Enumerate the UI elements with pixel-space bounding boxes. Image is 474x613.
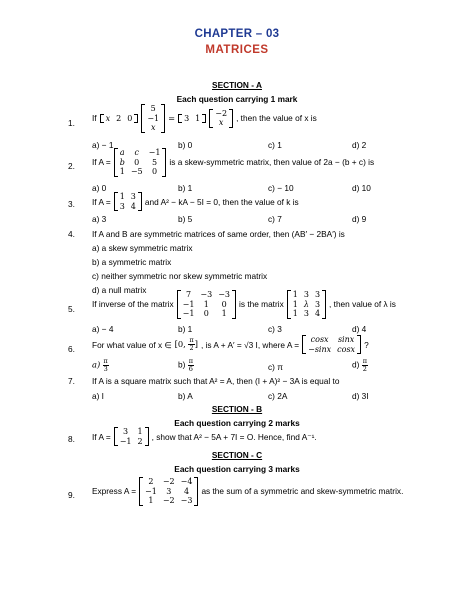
q7-option-a: a) I <box>92 391 104 401</box>
q2-option-b: b) 1 <box>178 183 193 193</box>
q3-text <box>92 192 299 211</box>
q7-option-c: c) 2A <box>268 391 288 401</box>
section-b-note: Each question carrying 2 marks <box>174 418 300 428</box>
q4-option-c: c) neither symmetric nor skew symmetric matrix <box>92 271 268 281</box>
q6-number: 6. <box>68 344 75 354</box>
q1-number: 1. <box>68 118 75 128</box>
q4-stem: If A and B are symmetric matrices of same order, then (AB′ − 2BA′) is <box>92 229 345 239</box>
q1-matrix-col: 5 −1 x <box>141 104 165 133</box>
q1-option-d: d) 2 <box>352 140 367 150</box>
q5-text <box>92 290 396 319</box>
section-b-title: SECTION - B <box>211 404 263 414</box>
q1-matrix-col2: −2 x <box>209 109 233 128</box>
q8-matrix: 3 1 −1 2 <box>114 427 149 446</box>
q5-option-a: a) − 4 <box>92 324 114 334</box>
q5-matrix-a: 7 −3 −3 −1 1 0 −1 0 1 <box>177 290 236 319</box>
q7-option-b: b) A <box>178 391 193 401</box>
q3-option-d: d) 9 <box>352 214 367 224</box>
section-a-title: SECTION - A <box>212 80 262 90</box>
q1-text: If x 2 0 5 −1 x = 3 1 −2 x , then the value of x is <box>92 104 317 132</box>
q7-stem: If A is a square matrix such that A² = A, then (I + A)² − 3A is equal to <box>92 376 340 386</box>
q7-option-d: d) 3I <box>352 391 369 401</box>
q2-option-c: c) − 10 <box>268 183 294 193</box>
q5-stem: , then value of λ is <box>329 299 396 310</box>
q5-option-d: d) 4 <box>352 324 367 334</box>
q6-option-d: d) $\frac{\pi}{2}$ <box>352 357 367 373</box>
section-c-note: Each question carrying 3 marks <box>174 464 300 474</box>
q5-number: 5. <box>68 304 75 314</box>
q6-lead: For what value of x ∈ <box>92 339 172 350</box>
q1-matrix-row: x 2 0 <box>100 114 139 124</box>
chapter-heading: CHAPTER – 03 <box>194 28 280 40</box>
q3-option-c: c) 7 <box>268 214 282 224</box>
q9-text <box>92 477 403 506</box>
q6-end: ? <box>364 339 369 350</box>
q1-stem: , then the value of x is <box>236 113 317 124</box>
q3-matrix: 1 3 3 4 <box>114 192 142 211</box>
q2-lead: If A = <box>92 157 111 168</box>
q6-option-b: b) $\frac{\pi}{6}$ <box>178 357 193 373</box>
q5-mid: is the matrix <box>239 299 284 310</box>
section-c-title: SECTION - C <box>211 450 263 460</box>
q2-stem: is a skew-symmetric matrix, then value of 2a − (b + c) is <box>169 157 375 168</box>
q3-option-a: a) 3 <box>92 214 107 224</box>
q3-stem: and A² − kA − 5I = 0, then the value of k is <box>144 196 299 207</box>
q6-option-c: c) π <box>268 362 283 372</box>
q8-stem: , show that A² − 5A + 7I = O. Hence, find A⁻¹. <box>151 431 317 442</box>
q1-option-b: b) 0 <box>178 140 193 150</box>
page-title: MATRICES <box>205 44 269 56</box>
q6-text: For what value of x ∈ [0, $\frac{\pi}{2}$ ] , is A + A′ = √3 I, where A = cosx sinx −sinx cosx ? <box>92 335 369 354</box>
q2-number: 2. <box>68 161 75 171</box>
q3-option-b: b) 5 <box>178 214 193 224</box>
q4-number: 4. <box>68 229 75 239</box>
q3-number: 3. <box>68 199 75 209</box>
q3-lead: If A = <box>92 196 111 207</box>
q5-lead: If inverse of the matrix <box>92 299 174 310</box>
q5-option-c: c) 3 <box>268 324 282 334</box>
q4-option-b: b) a symmetric matrix <box>92 257 172 267</box>
q2-option-d: d) 10 <box>352 183 371 193</box>
q7-number: 7. <box>68 376 75 386</box>
q2-text <box>92 148 374 177</box>
q2-matrix: a c −1 b 0 5 1 −5 0 <box>114 148 167 177</box>
q8-lead: If A = <box>92 431 111 442</box>
q4-option-d: d) a null matrix <box>92 285 147 295</box>
q9-number: 9. <box>68 490 75 500</box>
q9-lead: Express A = <box>92 486 137 497</box>
q1-matrix-row2: 3 1 <box>178 114 206 124</box>
q1-lead: If <box>92 113 97 124</box>
q9-matrix: 2 −2 −4 −1 3 4 1 −2 −3 <box>139 477 198 506</box>
q5-option-b: b) 1 <box>178 324 193 334</box>
q2-option-a: a) 0 <box>92 183 107 193</box>
q5-matrix-b: 1 3 3 1 λ 3 1 3 4 <box>287 290 326 319</box>
q9-stem: as the sum of a symmetric and skew-symmetric matrix. <box>201 486 404 497</box>
q6-matrix: cosx sinx −sinx cosx <box>302 335 361 354</box>
section-a-note: Each question carrying 1 mark <box>176 94 298 104</box>
q8-text <box>92 427 317 446</box>
q1-option-a: a) − 1 <box>92 140 114 150</box>
q4-option-a: a) a skew symmetric matrix <box>92 243 193 253</box>
q6-option-a: a) $\frac{\pi}{3}$ <box>92 357 108 373</box>
q1-option-c: c) 1 <box>268 140 282 150</box>
q6-stem: , is A + A′ = √3 I, where A = <box>200 339 300 350</box>
q8-number: 8. <box>68 434 75 444</box>
